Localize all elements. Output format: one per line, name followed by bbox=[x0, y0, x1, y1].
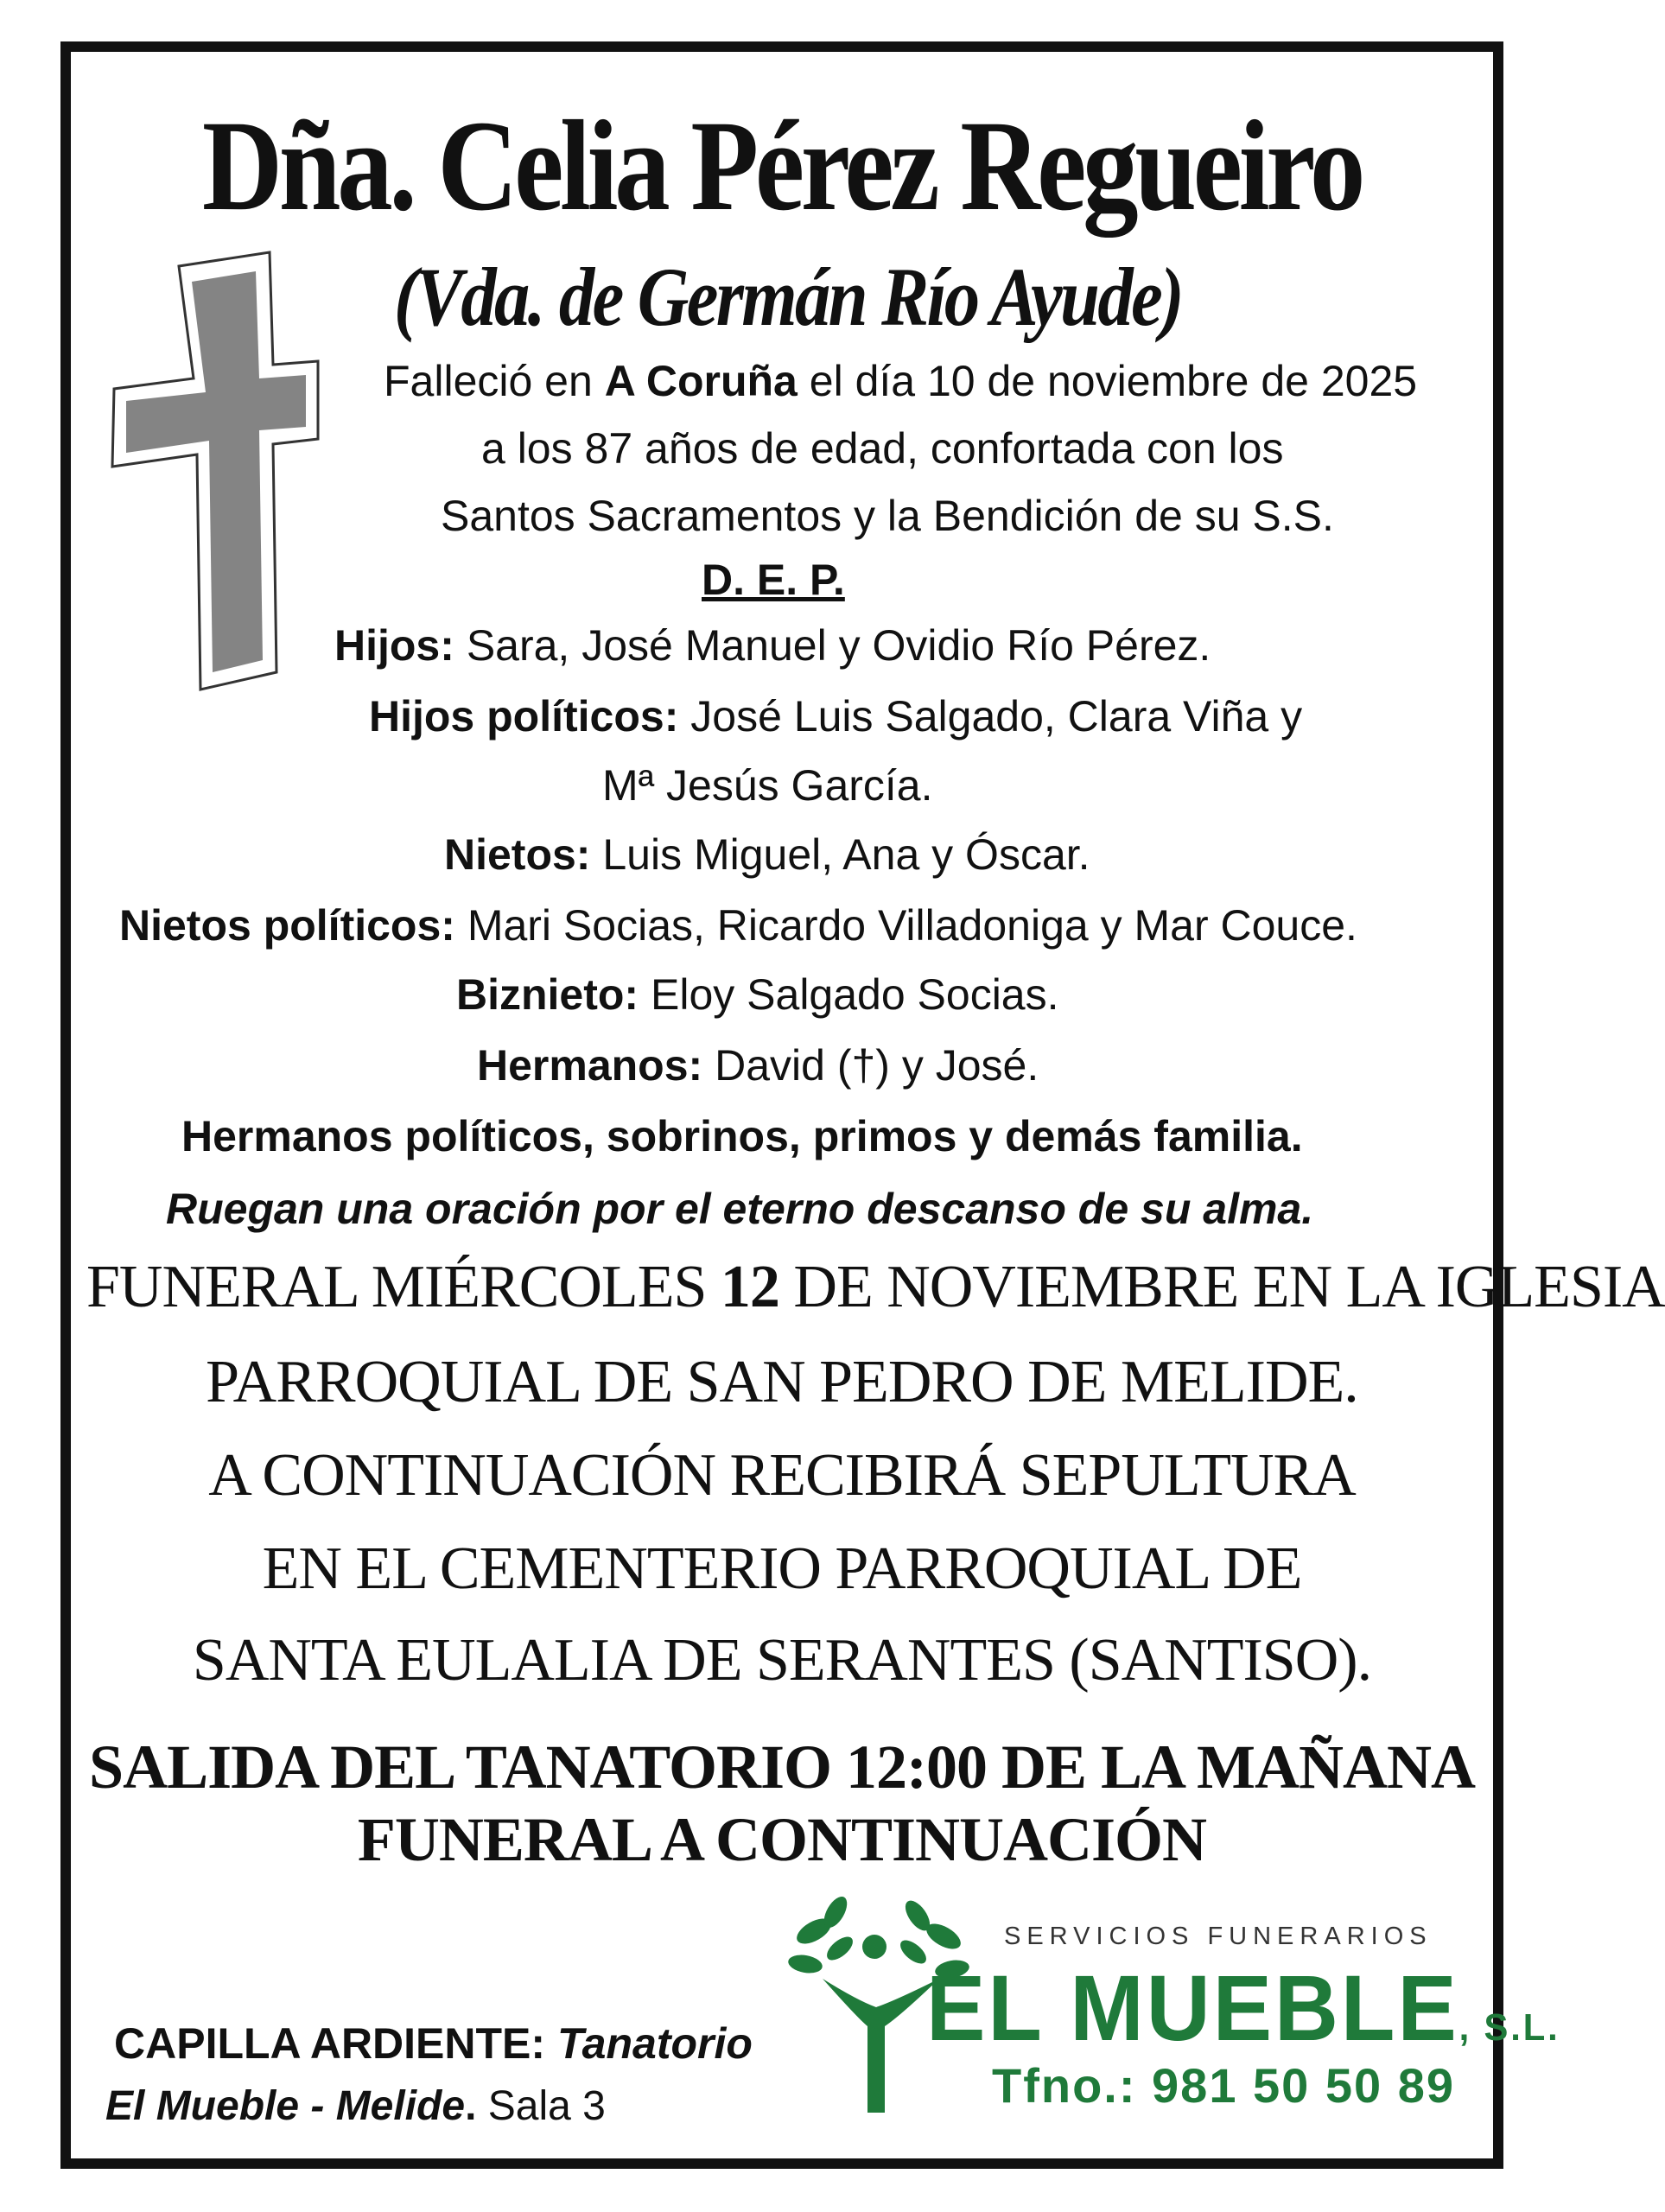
family-hermanos: Hermanos: David (†) y José. bbox=[477, 1041, 1039, 1090]
prayer-request: Ruegan una oración por el eterno descanso de su alma. bbox=[166, 1185, 1314, 1233]
chapel-line-1: CAPILLA ARDIENTE: Tanatorio bbox=[114, 2019, 753, 2068]
family-hijos-politicos-cont: Mª Jesús García. bbox=[602, 761, 933, 810]
funeral-line-4: EN EL CEMENTERIO PARROQUIAL DE bbox=[262, 1535, 1302, 1602]
obituary-frame bbox=[60, 41, 1665, 2169]
logo-brand: EL MUEBLE, S.L. bbox=[926, 1955, 1560, 2060]
logo-tagline: SERVICIOS FUNERARIOS bbox=[1004, 1923, 1433, 1950]
funeral-line-3: A CONTINUACIÓN RECIBIRÁ SEPULTURA bbox=[208, 1442, 1356, 1509]
family-hijos: Hijos: Sara, José Manuel y Ovidio Río Pérez. bbox=[334, 621, 1211, 670]
family-hijos-politicos: Hijos políticos: José Luis Salgado, Clara Viña y bbox=[369, 692, 1303, 741]
family-biznieto: Biznieto: Eloy Salgado Socias. bbox=[456, 970, 1059, 1019]
funeral-line-1: FUNERAL MIÉRCOLES 12 DE NOVIEMBRE EN LA IGLESIA bbox=[86, 1254, 1665, 1320]
logo-phone: Tfno.: 981 50 50 89 bbox=[992, 2058, 1456, 2113]
cross-icon bbox=[97, 240, 339, 698]
death-line-3: Santos Sacramentos y la Bendición de su S.S. bbox=[441, 492, 1334, 540]
chapel-line-2: El Mueble - Melide. Sala 3 bbox=[105, 2083, 606, 2129]
funeral-line-5: SANTA EULALIA DE SERANTES (SANTISO). bbox=[192, 1627, 1372, 1694]
deceased-name: Dña. Celia Pérez Regueiro bbox=[201, 94, 1363, 238]
death-line-1: Falleció en A Coruña el día 10 de noviembre de 2025 bbox=[384, 357, 1418, 405]
departure-line-1: SALIDA DEL TANATORIO 12:00 DE LA MAÑANA bbox=[89, 1732, 1475, 1802]
dep-label: D. E. P. bbox=[702, 556, 845, 604]
family-nietos: Nietos: Luis Miguel, Ana y Óscar. bbox=[444, 830, 1090, 879]
funeral-line-2: PARROQUIAL DE SAN PEDRO DE MELIDE. bbox=[206, 1349, 1358, 1415]
departure-line-2: FUNERAL A CONTINUACIÓN bbox=[357, 1805, 1207, 1874]
family-nietos-politicos: Nietos políticos: Mari Socias, Ricardo Villadoniga y Mar Couce. bbox=[119, 901, 1357, 950]
death-line-2: a los 87 años de edad, confortada con los bbox=[481, 424, 1284, 473]
extended-family: Hermanos políticos, sobrinos, primos y demás familia. bbox=[181, 1112, 1303, 1160]
widow-of: (Vda. de Germán Río Ayude) bbox=[393, 251, 1183, 343]
